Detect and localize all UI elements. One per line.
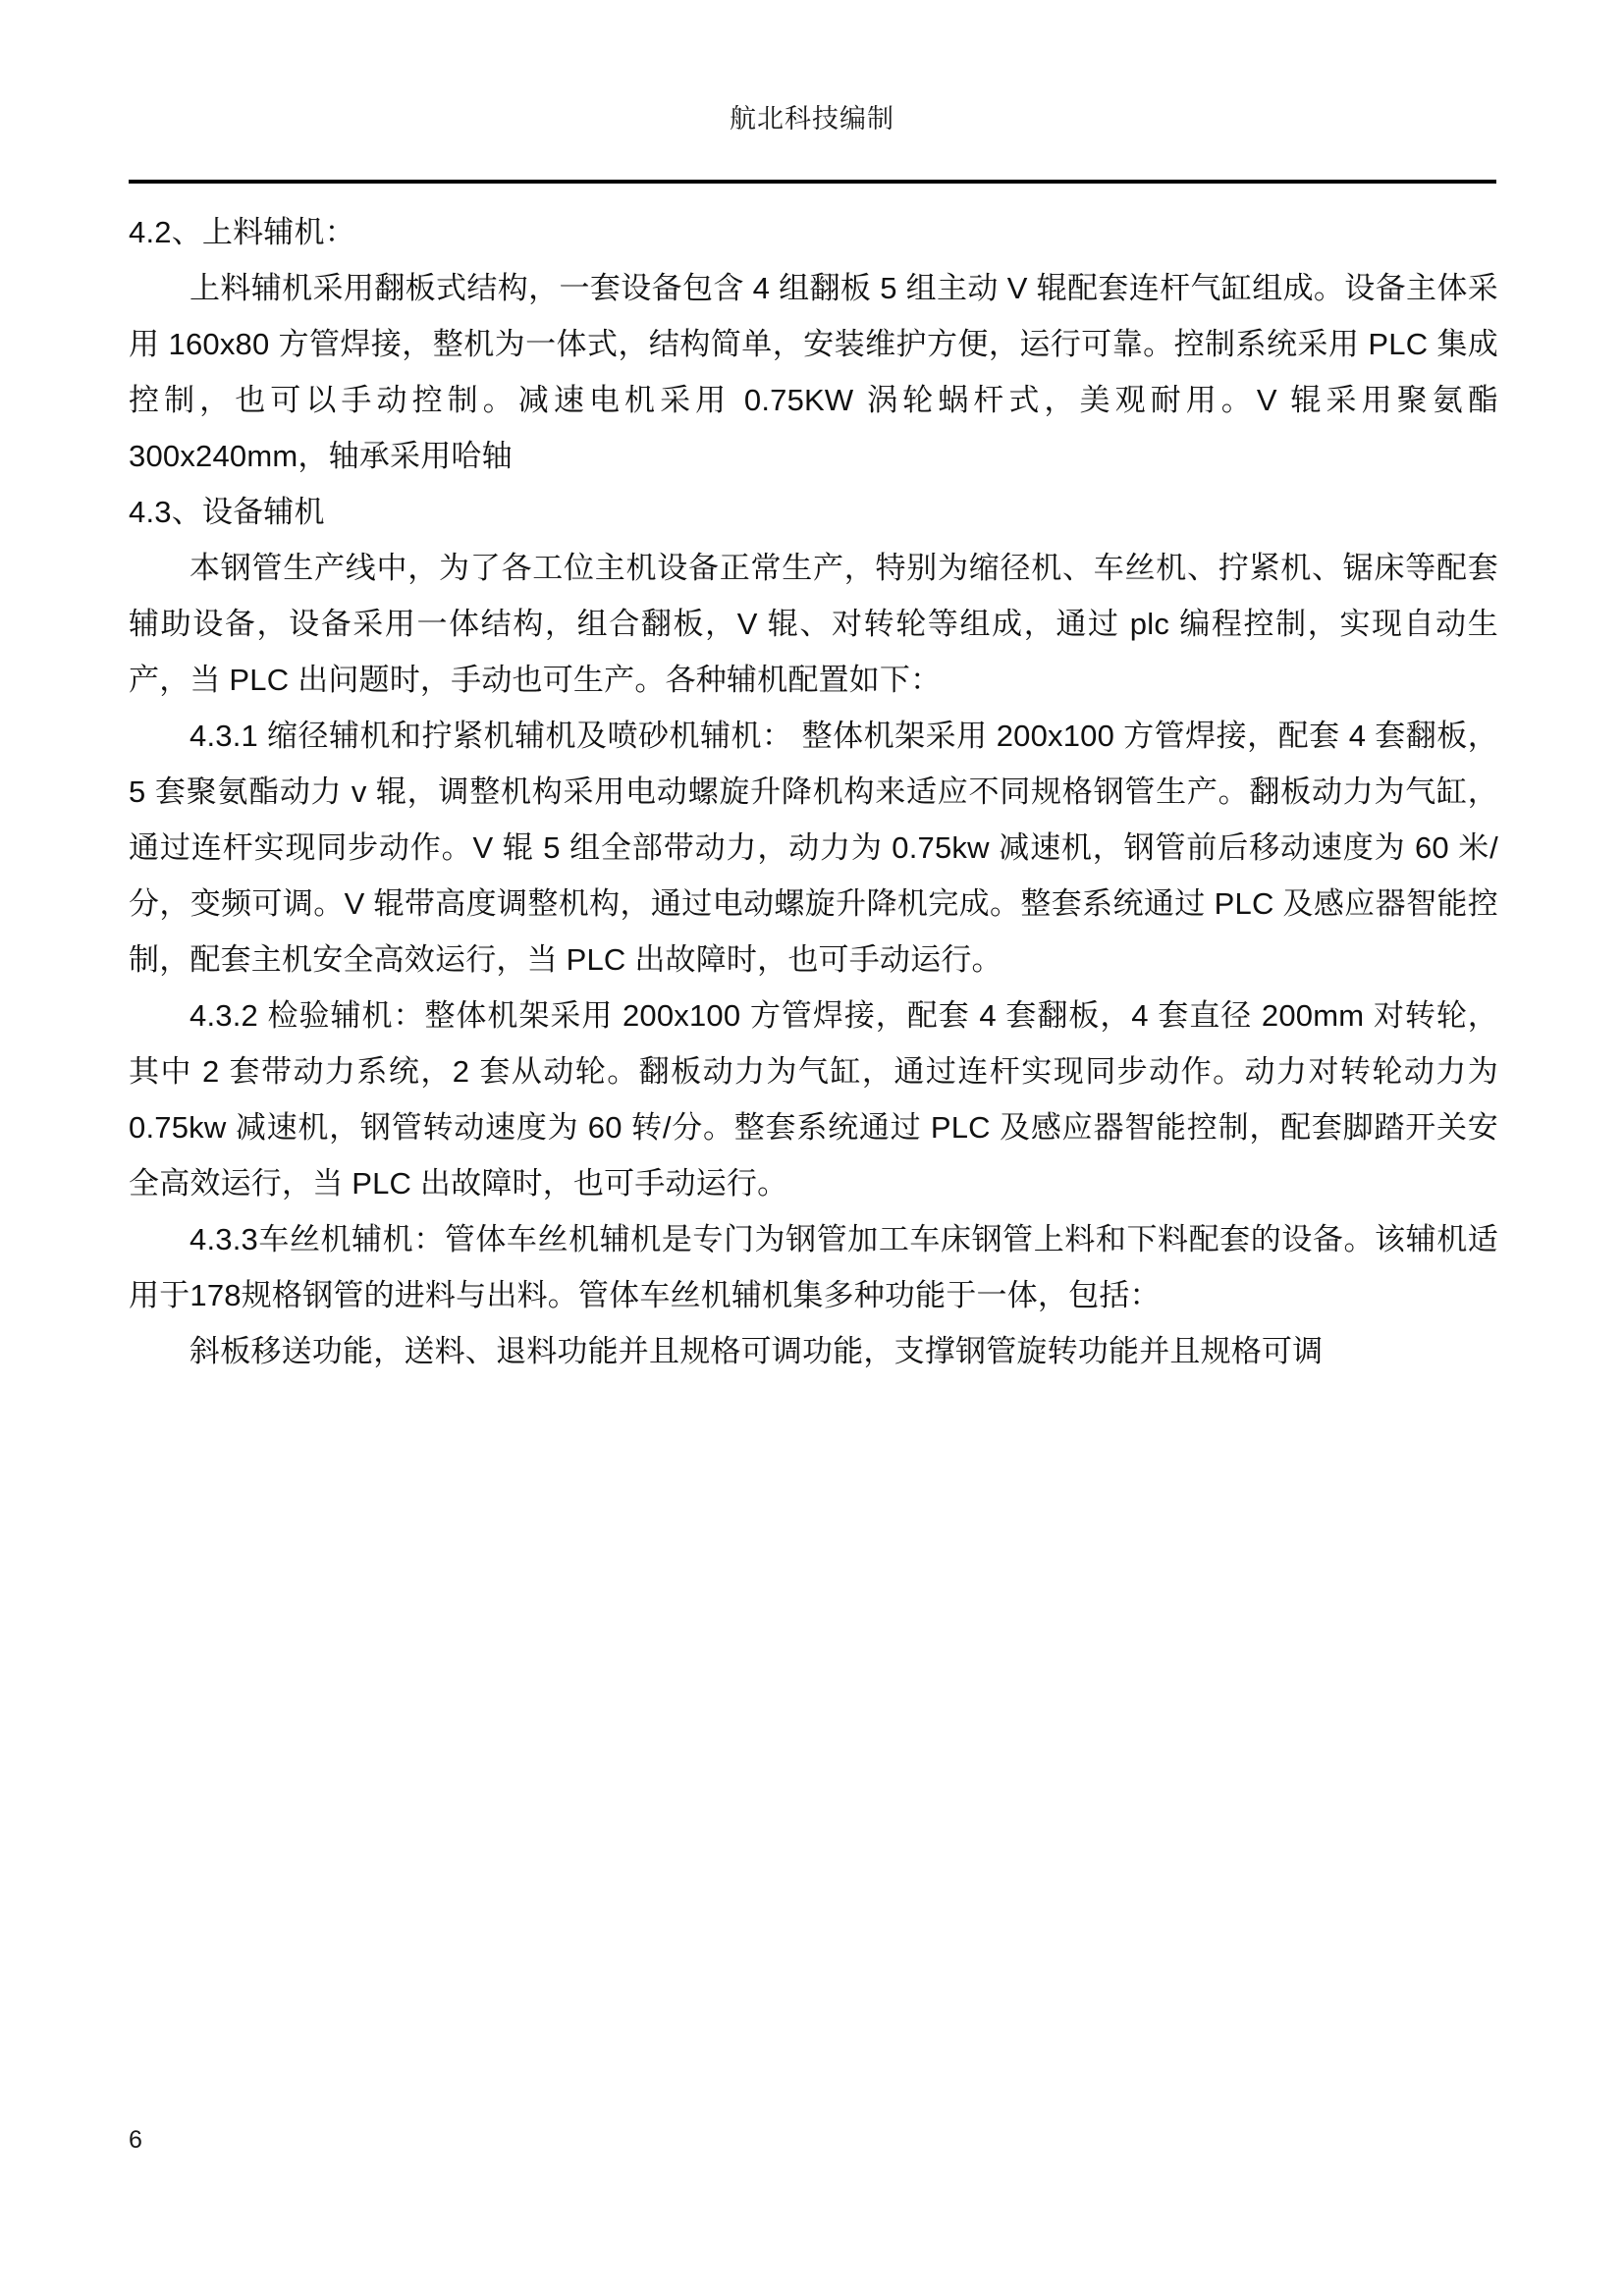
header-divider bbox=[129, 180, 1496, 184]
paragraph-4-2-body: 上料辅机采用翻板式结构，一套设备包含 4 组翻板 5 组主动 V 辊配套连杆气缸组成。设备主体采用 160x80 方管焊接，整机为一体式，结构简单，安装维护方便，运行可靠。控制系统采用 PLC 集成控制，也可以手动控制。减速电机采用 0.75KW 涡轮蜗杆式，美观耐用。V 辊采用聚氨酯 300x240mm，轴承采用哈轴 bbox=[129, 271, 1498, 473]
section-heading-4-2: 4.2、上料辅机： bbox=[129, 215, 355, 249]
page-header bbox=[0, 0, 1624, 187]
paragraph-4-3-1: 4.3.1 缩径辅机和拧紧机辅机及喷砂机辅机： 整体机架采用 200x100 方管焊接，配套 4 套翻板，5 套聚氨酯动力 v 辊，调整机构采用电动螺旋升降机构来适应不同规格钢管生产。翻板动力为气缸，通过连杆实现同步动作。V 辊 5 组全部带动力，动力为 0.75kw 减速机，钢管前后移动速度为 60 米/分，变频可调。V 辊带高度调整机构，通过电动螺旋升降机完成。整套系统通过 PLC 及感应器智能控制，配套主机安全高效运行，当 PLC 出故障时，也可手动运行。 bbox=[129, 719, 1498, 977]
paragraph-4-3-3: 4.3.3车丝机辅机：管体车丝机辅机是专门为钢管加工车床钢管上料和下料配套的设备。该辅机适用于178规格钢管的进料与出料。管体车丝机辅机集多种功能于一体，包括： bbox=[129, 1222, 1498, 1312]
header-title: 航北科技编制 bbox=[730, 104, 894, 133]
page-footer bbox=[129, 2128, 1496, 2187]
paragraph-4-3-3-features: 斜板移送功能，送料、退料功能并且规格可调功能，支撑钢管旋转功能并且规格可调 bbox=[189, 1334, 1324, 1368]
paragraph-4-3-2: 4.3.2 检验辅机：整体机架采用 200x100 方管焊接，配套 4 套翻板，4 套直径 200mm 对转轮，其中 2 套带动力系统，2 套从动轮。翻板动力为气缸，通过连杆实现同步动作。动力对转轮动力为 0.75kw 减速机，钢管转动速度为 60 转/分。整套系统通过 PLC 及感应器智能控制，配套脚踏开关安全高效运行，当 PLC 出故障时，也可手动运行。 bbox=[129, 998, 1498, 1201]
paragraph-4-3-body: 本钢管生产线中，为了各工位主机设备正常生产，特别为缩径机、车丝机、拧紧机、锯床等配套辅助设备，设备采用一体结构，组合翻板，V 辊、对转轮等组成，通过 plc 编程控制，实现自动生产，当 PLC 出问题时，手动也可生产。各种辅机配置如下： bbox=[129, 551, 1498, 697]
page-number: 6 bbox=[129, 2126, 142, 2154]
section-heading-4-3: 4.3、设备辅机 bbox=[129, 495, 325, 529]
document-body bbox=[129, 204, 1498, 1379]
